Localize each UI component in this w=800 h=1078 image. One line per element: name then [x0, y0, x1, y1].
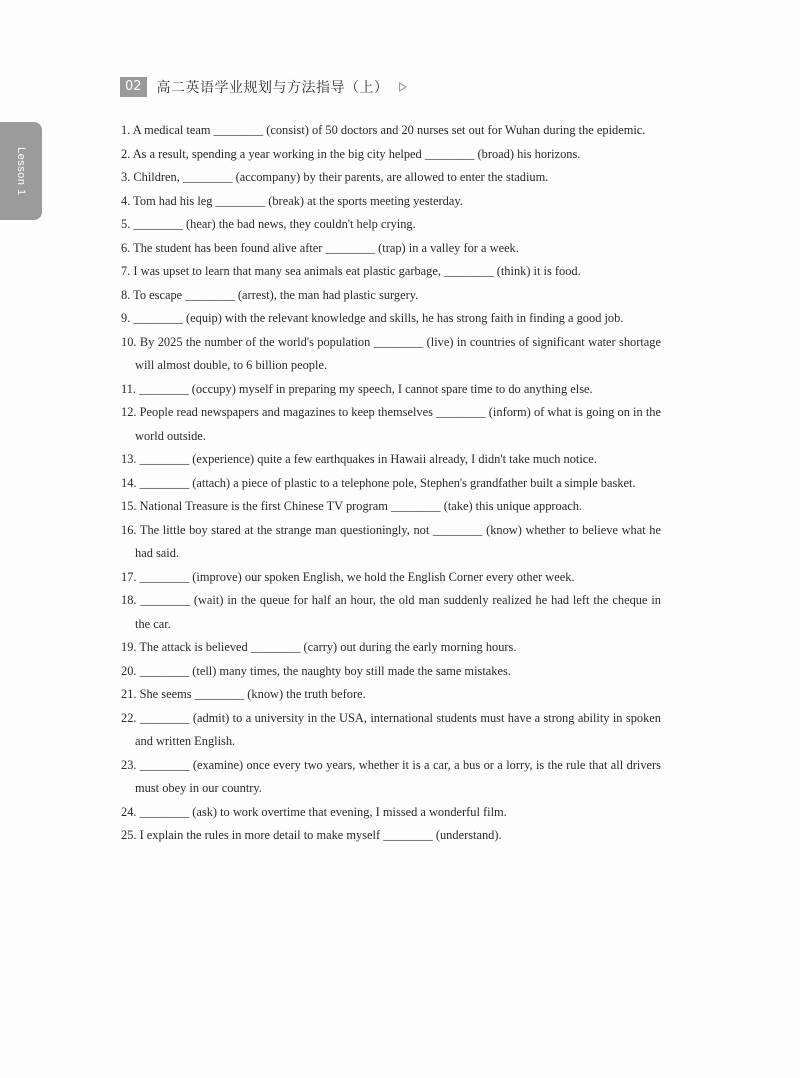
exercise-item: 14. ________ (attach) a piece of plastic to a telephone pole, Stephen's grandfather built a simple basket. [121, 475, 636, 490]
exercise-item: 3. Children, ________ (accompany) by their parents, are allowed to enter the stadium. [121, 170, 549, 184]
side-tab-label: Lesson 1 [15, 146, 27, 196]
exercise-item: 23. ________ (examine) once every two years, whether it is a car, a bus or a lorry, is the rule that all drivers must obey in our country. [121, 757, 661, 795]
exercise-item: 11. ________ (occupy) myself in preparing my speech, I cannot spare time to do anything else. [121, 381, 593, 396]
exercise-item: 16. The little boy stared at the strange man questioningly, not ________ (know) whether to believe what he had said. [121, 522, 661, 560]
exercise-item: 25. I explain the rules in more detail to make myself ________ (understand). [121, 828, 502, 842]
exercise-list [121, 119, 661, 848]
exercise-item: 7. I was upset to learn that many sea animals eat plastic garbage, ________ (think) it is food. [121, 264, 581, 278]
exercise-item: 1. A medical team ________ (consist) of 50 doctors and 20 nurses set out for Wuhan during the epidemic. [121, 123, 646, 137]
exercise-item: 6. The student has been found alive after ________ (trap) in a valley for a week. [121, 240, 519, 255]
exercise-item: 12. People read newspapers and magazines to keep themselves ________ (inform) of what is going on in the world outside. [121, 405, 661, 443]
exercise-item: 20. ________ (tell) many times, the naughty boy still made the same mistakes. [121, 663, 511, 678]
exercise-item: 22. ________ (admit) to a university in the USA, international students must have a strong ability in spoken and written English. [121, 710, 661, 748]
exercise-item: 2. As a result, spending a year working in the big city helped ________ (broad) his horizons. [121, 146, 581, 161]
exercise-item: 17. ________ (improve) our spoken English, we hold the English Corner every other week. [121, 569, 575, 584]
exercise-item: 21. She seems ________ (know) the truth before. [121, 687, 366, 701]
exercise-item: 18. ________ (wait) in the queue for half an hour, the old man suddenly realized he had left the cheque in the car. [121, 593, 661, 631]
exercise-item: 8. To escape ________ (arrest), the man had plastic surgery. [121, 287, 419, 302]
exercise-item: 9. ________ (equip) with the relevant knowledge and skills, he has strong faith in finding a good job. [121, 311, 624, 325]
exercise-item: 4. Tom had his leg ________ (break) at the sports meeting yesterday. [121, 193, 463, 208]
page-header [120, 76, 407, 98]
exercise-item: 10. By 2025 the number of the world's population ________ (live) in countries of significant water shortage will almost double, to 6 billion people. [121, 334, 661, 372]
lesson-side-tab [0, 122, 42, 220]
play-triangle-icon [399, 82, 407, 92]
exercise-item: 5. ________ (hear) the bad news, they couldn't help crying. [121, 217, 416, 231]
exercise-item: 15. National Treasure is the first Chinese TV program ________ (take) this unique approach. [121, 499, 583, 513]
chapter-number-badge: 02 [120, 77, 147, 97]
page-title: 高二英语学业规划与方法指导（上） [156, 80, 389, 96]
exercise-item: 24. ________ (ask) to work overtime that evening, I missed a wonderful film. [121, 804, 507, 819]
exercise-item: 13. ________ (experience) quite a few earthquakes in Hawaii already, I didn't take much notice. [121, 452, 597, 466]
exercise-item: 19. The attack is believed ________ (carry) out during the early morning hours. [121, 640, 517, 654]
